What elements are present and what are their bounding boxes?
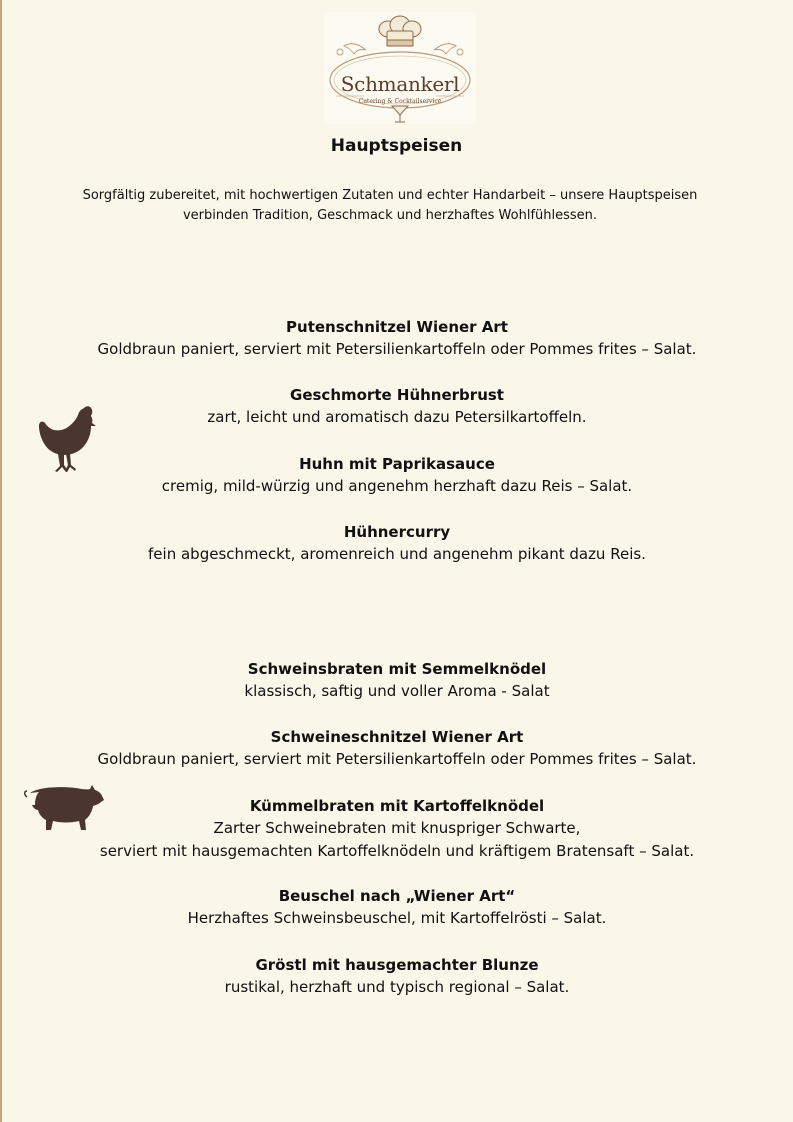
dish-name: Schweineschnitzel Wiener Art (270, 728, 524, 746)
dish-item (60, 521, 734, 566)
dish-name: Hühnercurry (343, 523, 451, 541)
dish-name: Geschmorte Hühnerbrust (290, 386, 504, 404)
dish-item (60, 795, 734, 863)
dish-description: klassisch, saftig und voller Aroma - Salat (244, 682, 550, 700)
dish-description-continued: serviert mit hausgemachten Kartoffelknödeln und kräftigem Bratensaft – Salat. (99, 842, 695, 860)
dish-name: Gröstl mit hausgemachter Blunze (255, 956, 539, 974)
dish-description: fein abgeschmeckt, aromenreich und angenehm pikant dazu Reis. (148, 545, 646, 563)
dish-name: Huhn mit Paprikasauce (299, 455, 495, 473)
logo (324, 12, 476, 124)
dish-item (60, 316, 734, 361)
dish-description: rustikal, herzhaft und typisch regional – Salat. (224, 978, 570, 996)
logo-name: Schmankerl (340, 72, 460, 96)
dish-name: Schweinsbraten mit Semmelknödel (247, 660, 547, 678)
dish-description: zart, leicht und aromatisch dazu Petersilkartoffeln. (207, 408, 587, 426)
dish-item (60, 954, 734, 999)
dish-item (60, 384, 734, 429)
logo-frame (324, 12, 476, 124)
dish-description: Goldbraun paniert, serviert mit Petersilienkartoffeln oder Pommes frites – Salat. (97, 750, 697, 768)
dish-item (60, 726, 734, 771)
dish-description: Herzhaftes Schweinsbeuschel, mit Kartoffelrösti – Salat. (187, 909, 607, 927)
dish-name: Kümmelbraten mit Kartoffelknödel (249, 797, 545, 815)
dish-item (60, 885, 734, 930)
dish-item (60, 453, 734, 498)
page-edge (0, 0, 2, 1122)
dish-description: cremig, mild-würzig und angenehm herzhaft dazu Reis – Salat. (161, 477, 633, 495)
dish-description: Zarter Schweinebraten mit knuspriger Schwarte, (213, 819, 581, 837)
intro-text: Sorgfältig zubereitet, mit hochwertigen Zutaten und echter Handarbeit – unsere Hauptspeisen verbinden Tradition, Geschmack und herzhaftes Wohlfühlessen. (82, 188, 698, 223)
dish-item (60, 658, 734, 703)
dish-name: Beuschel nach „Wiener Art“ (278, 887, 516, 905)
dish-description: Goldbraun paniert, serviert mit Petersilienkartoffeln oder Pommes frites – Salat. (97, 340, 697, 358)
logo-subtitle: Catering & Cocktailservice (358, 98, 442, 105)
page-title: Hauptspeisen (330, 136, 463, 156)
dish-name: Putenschnitzel Wiener Art (286, 318, 508, 336)
